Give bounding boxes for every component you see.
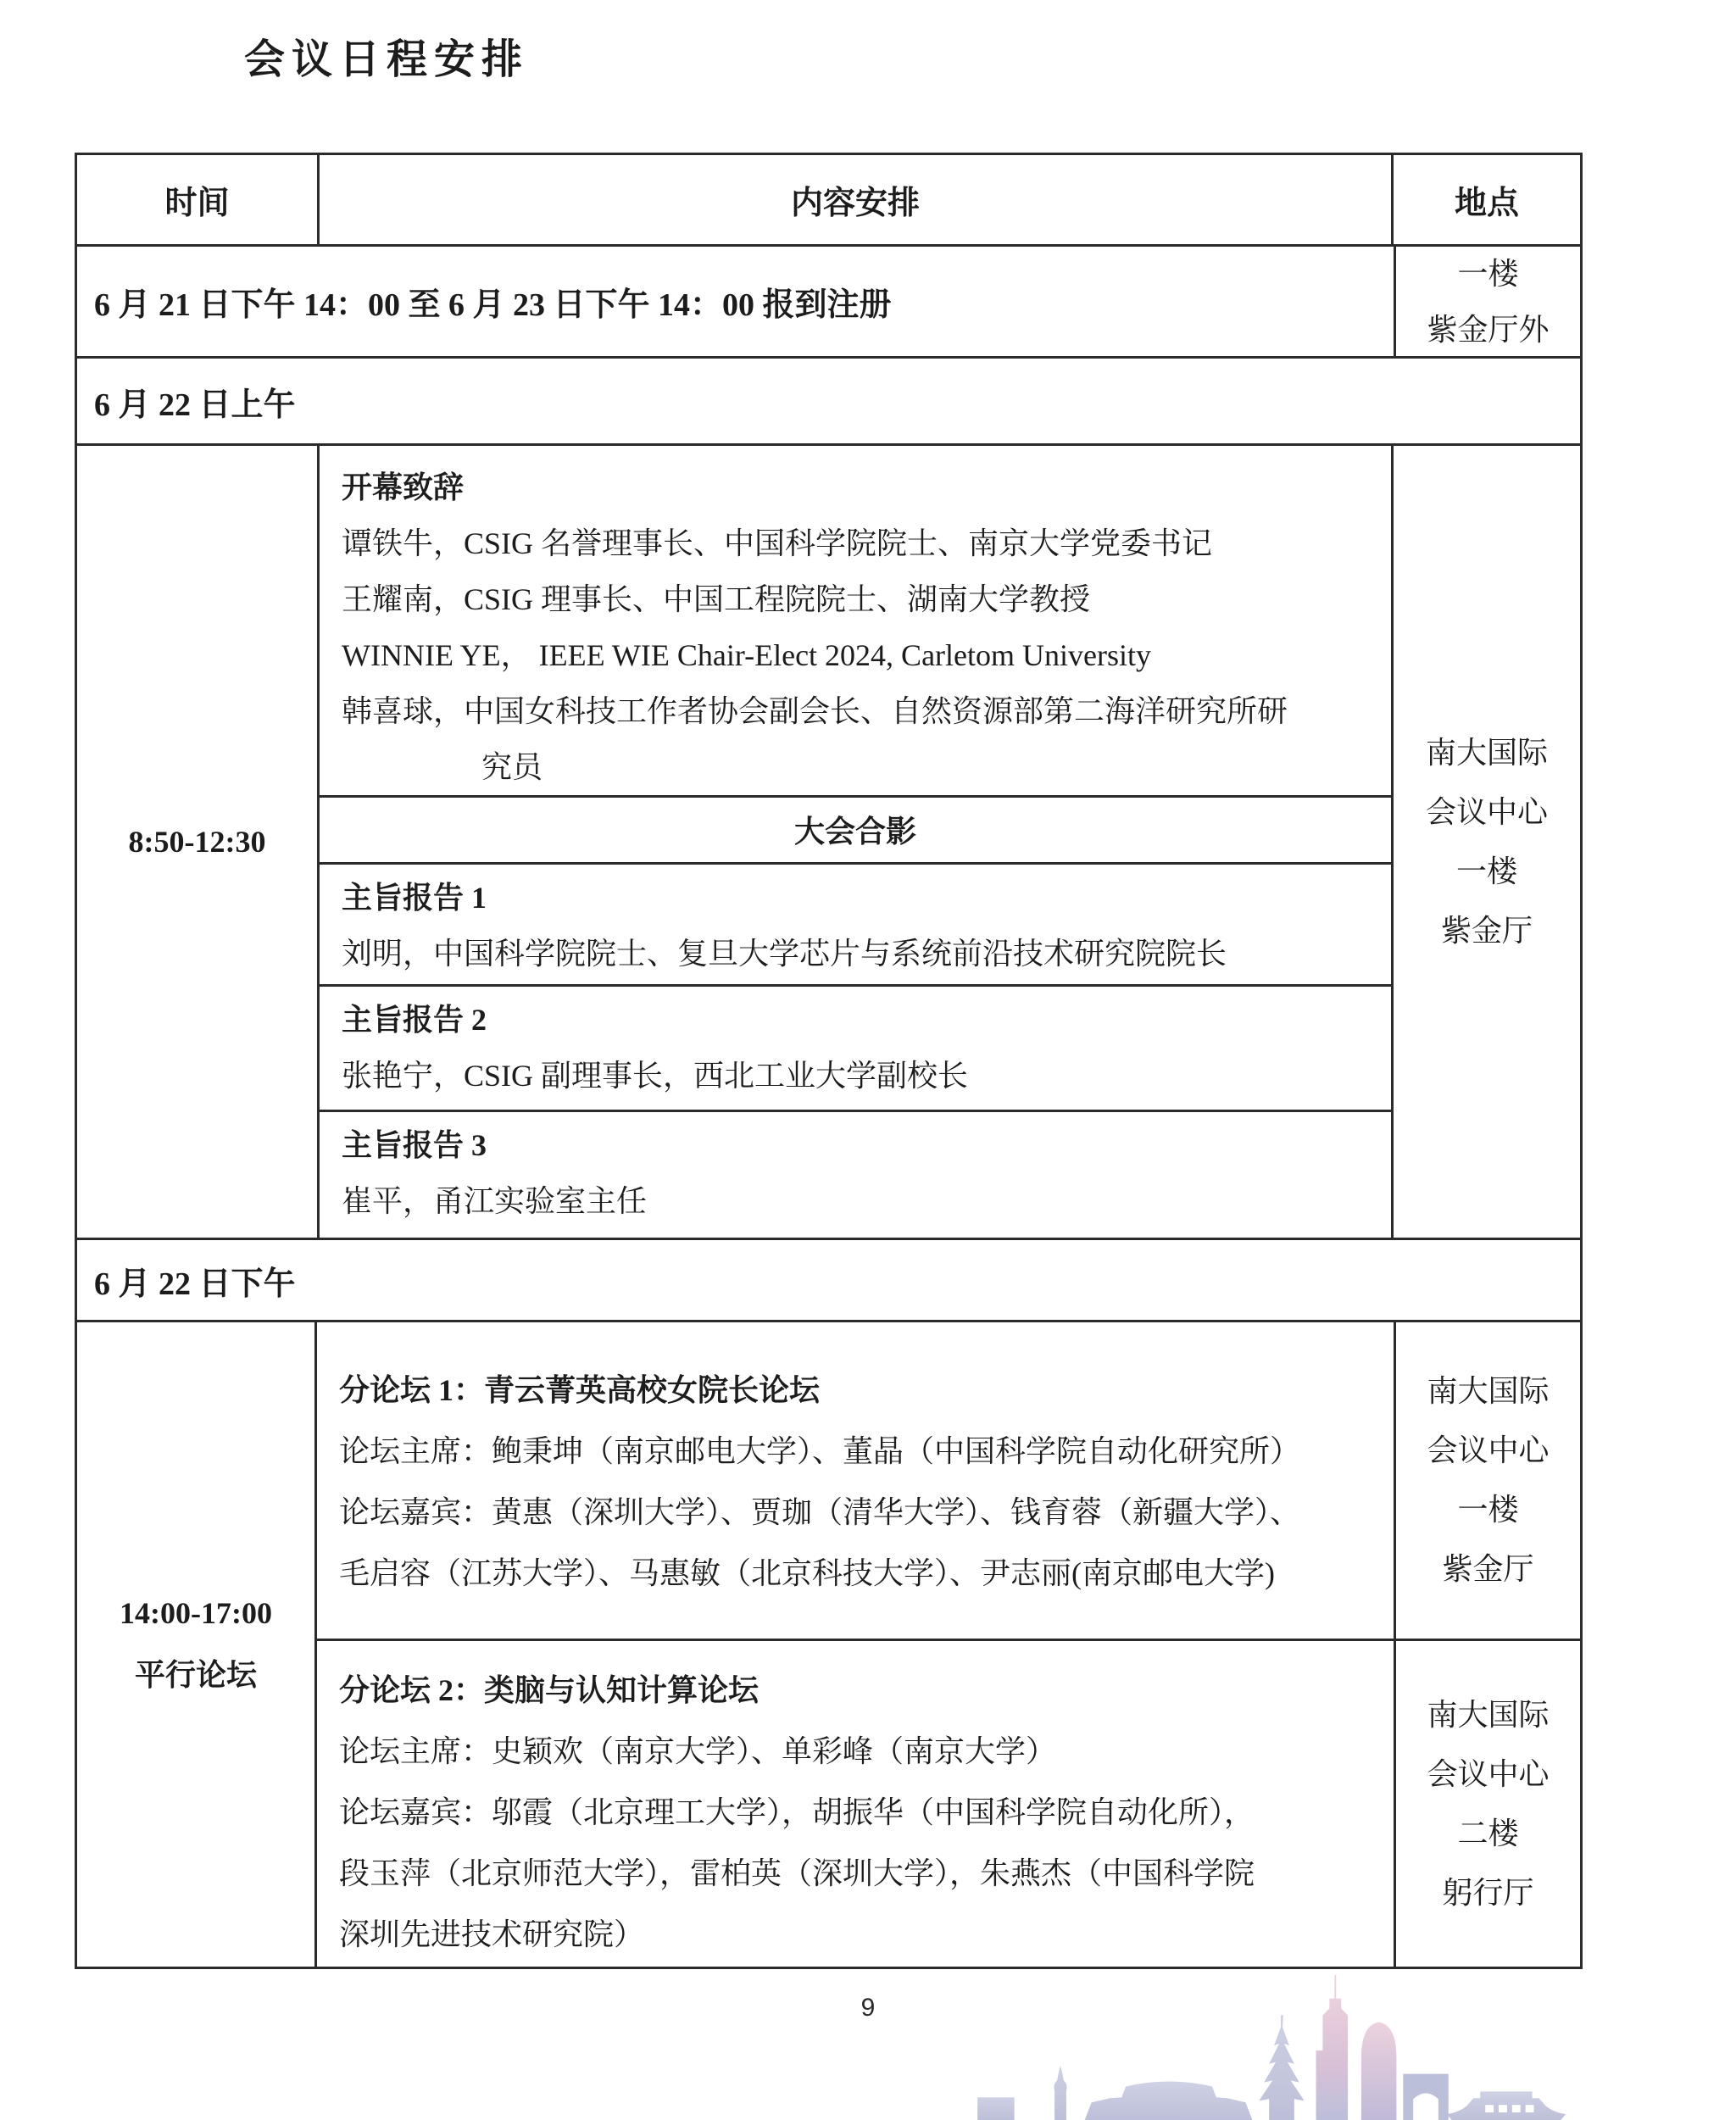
keynote-block-2 <box>320 984 1391 1109</box>
afternoon-time <box>77 1322 317 1967</box>
opening-speaker-line-continuation: 究员 <box>481 750 543 784</box>
location-line: 南大国际 <box>1427 1697 1550 1732</box>
skyscraper-icon <box>1316 1975 1349 2120</box>
forum-line: 深圳先进技术研究院） <box>339 1917 645 1951</box>
keynote-speaker: 崔平，甬江实验室主任 <box>342 1183 648 1218</box>
forum-1-content <box>317 1322 1394 1639</box>
day-header-am-row <box>77 356 1580 443</box>
opening-speaker-line: 韩喜球，中国女科技工作者协会副会长、自然资源部第二海洋研究所研 <box>342 694 1288 728</box>
location-line: 一楼 <box>1455 854 1517 888</box>
col-header-content: 内容安排 <box>317 155 1394 244</box>
opening-speaker-line: 王耀南，CSIG 理事长、中国工程院院士、湖南大学教授 <box>342 582 1091 616</box>
forum-block-1 <box>317 1322 1580 1639</box>
schedule-table <box>75 153 1583 1969</box>
location-line: 紫金厅 <box>1440 914 1533 948</box>
keynote-speaker: 张艳宁，CSIG 副理事长，西北工业大学副校长 <box>342 1059 969 1093</box>
col-header-location: 地点 <box>1454 186 1519 221</box>
arch-window-icon <box>1413 2093 1438 2120</box>
opening-remarks-block <box>320 446 1391 795</box>
day-header-pm-row <box>77 1238 1580 1320</box>
spire-tower-icon <box>1054 2066 1067 2120</box>
morning-content <box>317 446 1394 1238</box>
keynote-block-3 <box>320 1110 1391 1238</box>
location-line: 会议中心 <box>1425 795 1548 829</box>
morning-location <box>1394 446 1580 1238</box>
page-number: 9 <box>860 1994 876 2022</box>
opening-speaker-line: 谭铁牛，CSIG 名誉理事长、中国科学院院士、南京大学党委书记 <box>342 526 1213 560</box>
afternoon-time-lines <box>120 1583 272 1706</box>
morning-time: 8:50-12:30 <box>128 825 266 859</box>
registration-location <box>1394 247 1580 356</box>
building-block-icon <box>977 2097 1014 2120</box>
group-photo-row: 大会合影 <box>320 795 1391 862</box>
page-title: 会议日程安排 <box>244 37 530 82</box>
afternoon-time-range: 14:00-17:00 <box>120 1596 272 1630</box>
keynote-speaker: 刘明，中国科学院院士、复旦大学芯片与系统前沿技术研究院院长 <box>342 936 1227 971</box>
table-header-row <box>77 155 1580 244</box>
keynote-block-1 <box>320 862 1391 984</box>
col-header-time: 时间 <box>164 186 230 221</box>
keynote-title: 主旨报告 2 <box>342 1003 487 1038</box>
forum-title: 分论坛 2：类脑与认知计算论坛 <box>339 1672 760 1707</box>
day-header-am: 6 月 22 日上午 <box>94 387 296 423</box>
forum-line: 论坛主席：史颖欢（南京大学）、单彩峰（南京大学） <box>339 1733 1057 1768</box>
morning-session-row <box>77 443 1580 1238</box>
keynote-title: 主旨报告 1 <box>342 880 487 915</box>
afternoon-session-row <box>77 1320 1580 1967</box>
forum-block-2 <box>317 1639 1580 1967</box>
location-line: 紫金厅外 <box>1427 312 1550 347</box>
forum-line: 毛启容（江苏大学）、马惠敏（北京科技大学）、尹志丽(南京邮电大学) <box>339 1556 1275 1590</box>
afternoon-time-label: 平行论坛 <box>134 1658 257 1692</box>
forum-line: 论坛嘉宾：黄惠（深圳大学）、贾珈（清华大学）、钱育蓉（新疆大学）、 <box>339 1495 1301 1529</box>
forum-2-content <box>317 1641 1394 1967</box>
location-line: 会议中心 <box>1427 1433 1550 1468</box>
opening-title: 开幕致辞 <box>342 470 465 504</box>
pagoda-icon <box>1259 2015 1304 2120</box>
city-skyline-graphic <box>973 1973 1736 2120</box>
day-header-pm: 6 月 22 日下午 <box>94 1266 296 1302</box>
location-line: 南大国际 <box>1427 1374 1550 1409</box>
location-line: 躬行厅 <box>1442 1875 1534 1910</box>
gate-roof-icon <box>1085 2082 1253 2120</box>
forum-line: 论坛主席：鲍秉坤（南京邮电大学）、董晶（中国科学院自动化研究所） <box>339 1434 1301 1468</box>
location-line: 一楼 <box>1457 1493 1519 1527</box>
round-top-tower-icon <box>1361 2022 1397 2120</box>
location-line: 一楼 <box>1457 256 1519 291</box>
forum-title: 分论坛 1：青云菁英高校女院长论坛 <box>339 1373 821 1407</box>
forum-line: 段玉萍（北京师范大学），雷柏英（深圳大学），朱燕杰（中国科学院 <box>339 1856 1255 1890</box>
registration-row <box>77 244 1580 356</box>
forum-1-location <box>1394 1322 1580 1639</box>
location-line: 会议中心 <box>1427 1756 1550 1791</box>
location-line: 南大国际 <box>1425 736 1548 770</box>
forum-line: 论坛嘉宾：邬霞（北京理工大学），胡振华（中国科学院自动化所）， <box>339 1794 1255 1829</box>
location-line: 二楼 <box>1457 1816 1519 1850</box>
registration-text: 6 月 21 日下午 14：00 至 6 月 23 日下午 14：00 报到注册 <box>94 287 892 323</box>
location-line: 紫金厅 <box>1442 1552 1534 1587</box>
keynote-title: 主旨报告 3 <box>342 1127 487 1162</box>
forum-2-location <box>1394 1641 1580 1967</box>
afternoon-forums <box>317 1322 1580 1967</box>
opening-speaker-line: WINNIE YE， IEEE WIE Chair-Elect 2024, Carletom University <box>342 638 1152 672</box>
